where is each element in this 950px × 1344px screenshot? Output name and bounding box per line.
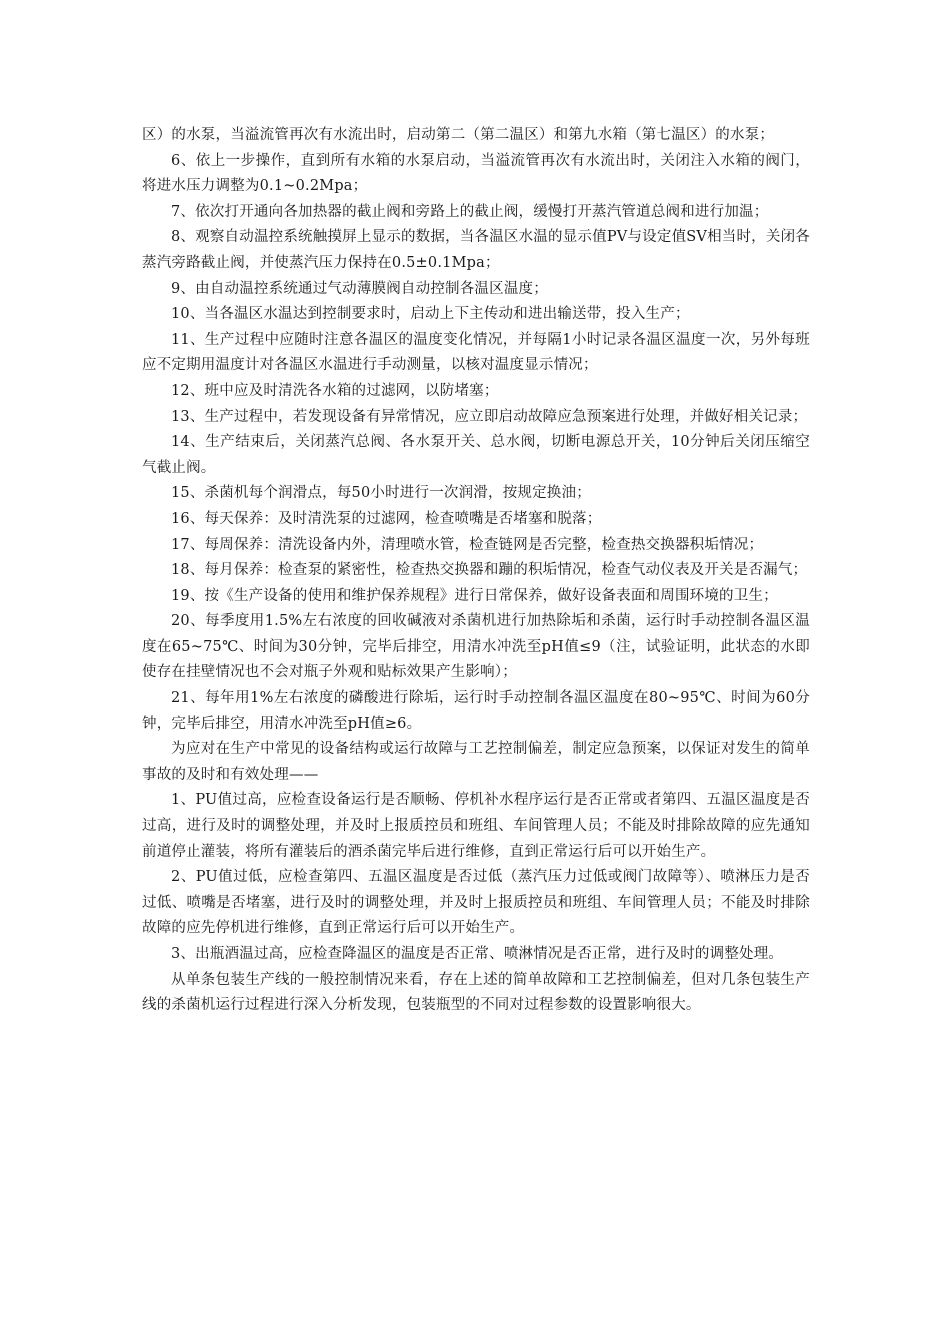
paragraph-step-13: 13、生产过程中，若发现设备有异常情况，应立即启动故障应急预案进行处理，并做好相关记录； <box>171 408 808 425</box>
paragraph-step-9: 9、由自动温控系统通过气动薄膜阀自动控制各温区温度； <box>171 280 548 297</box>
paragraph-step-19: 19、按《生产设备的使用和维护保养规程》进行日常保养，做好设备表面和周围环境的卫生； <box>171 587 778 604</box>
document-body <box>142 123 810 1019</box>
paragraph-step-17: 17、每周保养：清洗设备内外，清理喷水管，检查链网是否完整，检查热交换器积垢情况； <box>171 536 764 553</box>
paragraph-step-14: 14、生产结束后，关闭蒸汽总阀、各水泵开关、总水阀，切断电源总开关，10分钟后关闭压缩空气截止阀。 <box>142 434 810 476</box>
paragraph-step-12: 12、班中应及时清洗各水箱的过滤网，以防堵塞； <box>171 382 499 399</box>
paragraph-step-16: 16、每天保养：及时清洗泵的过滤网，检查喷嘴是否堵塞和脱落； <box>171 510 602 527</box>
paragraph-step-20: 20、每季度用1.5%左右浓度的回收碱液对杀菌机进行加热除垢和杀菌，运行时手动控制各温区温度在65~75℃、时间为30分钟，完毕后排空，用清水冲洗至pH值≤9（注，试验证明，此状态的水即使存在挂壁情况也不会对瓶子外观和贴标效果产生影响）； <box>142 613 810 681</box>
paragraph-continued: 区）的水泵，当溢流管再次有水流出时，启动第二（第二温区）和第九水箱（第七温区）的水泵； <box>142 127 775 143</box>
paragraph-step-11: 11、生产过程中应随时注意各温区的温度变化情况，并每隔1小时记录各温区温度一次，另外每班应不定期用温度计对各温区水温进行手动测量，以核对温度显示情况； <box>142 331 810 374</box>
paragraph-step-6: 6、依上一步操作，直到所有水箱的水泵启动，当溢流管再次有水流出时，关闭注入水箱的阀门，将进水压力调整为0.1~0.2Mpa； <box>142 152 810 195</box>
paragraph-step-15: 15、杀菌机每个润滑点，每50小时进行一次润滑，按规定换油； <box>171 485 591 502</box>
paragraph-conclusion: 从单条包装生产线的一般控制情况来看，存在上述的简单故障和工艺控制偏差，但对几条包装生产线的杀菌机运行过程进行深入分析发现，包装瓶型的不同对过程参数的设置影响很大。 <box>142 971 810 1014</box>
paragraph-emergency-2: 2、PU值过低，应检查第四、五温区温度是否过低（蒸汽压力过低或阀门故障等）、喷淋压力是否过低、喷嘴是否堵塞，进行及时的调整处理，并及时上报质控员和班组、车间管理人员；不能及时排除故障的应先停机进行维修，直到正常运行后可以开始生产。 <box>142 869 810 937</box>
paragraph-emergency-3: 3、出瓶酒温过高，应检查降温区的温度是否正常、喷淋情况是否正常，进行及时的调整处理。 <box>171 946 784 962</box>
paragraph-step-18: 18、每月保养：检查泵的紧密性，检查热交换器和蹦的积垢情况，检查气动仪表及开关是否漏气； <box>171 562 808 579</box>
paragraph-emergency-intro: 为应对在生产中常见的设备结构或运行故障与工艺控制偏差，制定应急预案，以保证对发生的简单事故的及时和有效处理—— <box>142 741 810 783</box>
paragraph-step-21: 21、每年用1%左右浓度的磷酸进行除垢，运行时手动控制各温区温度在80~95℃、时间为60分钟，完毕后排空，用清水冲洗至pH值≥6。 <box>142 690 810 732</box>
paragraph-step-7: 7、依次打开通向各加热器的截止阀和旁路上的截止阀，缓慢打开蒸汽管道总阀和进行加温； <box>171 203 769 220</box>
paragraph-emergency-1: 1、PU值过高，应检查设备运行是否顺畅、停机补水程序运行是否正常或者第四、五温区温度是否过高，进行及时的调整处理，并及时上报质控员和班组、车间管理人员；不能及时排除故障的应先通知前道停止灌装，将所有灌装后的酒杀菌完毕后进行维修，直到正常运行后可以开始生产。 <box>142 792 810 860</box>
paragraph-step-10: 10、当各温区水温达到控制要求时，启动上下主传动和进出输送带，投入生产； <box>171 306 690 323</box>
paragraph-step-8: 8、观察自动温控系统触摸屏上显示的数据，当各温区水温的显示值PV与设定值SV相当时，关闭各蒸汽旁路截止阀，并使蒸汽压力保持在0.5±0.1Mpa； <box>142 229 810 271</box>
